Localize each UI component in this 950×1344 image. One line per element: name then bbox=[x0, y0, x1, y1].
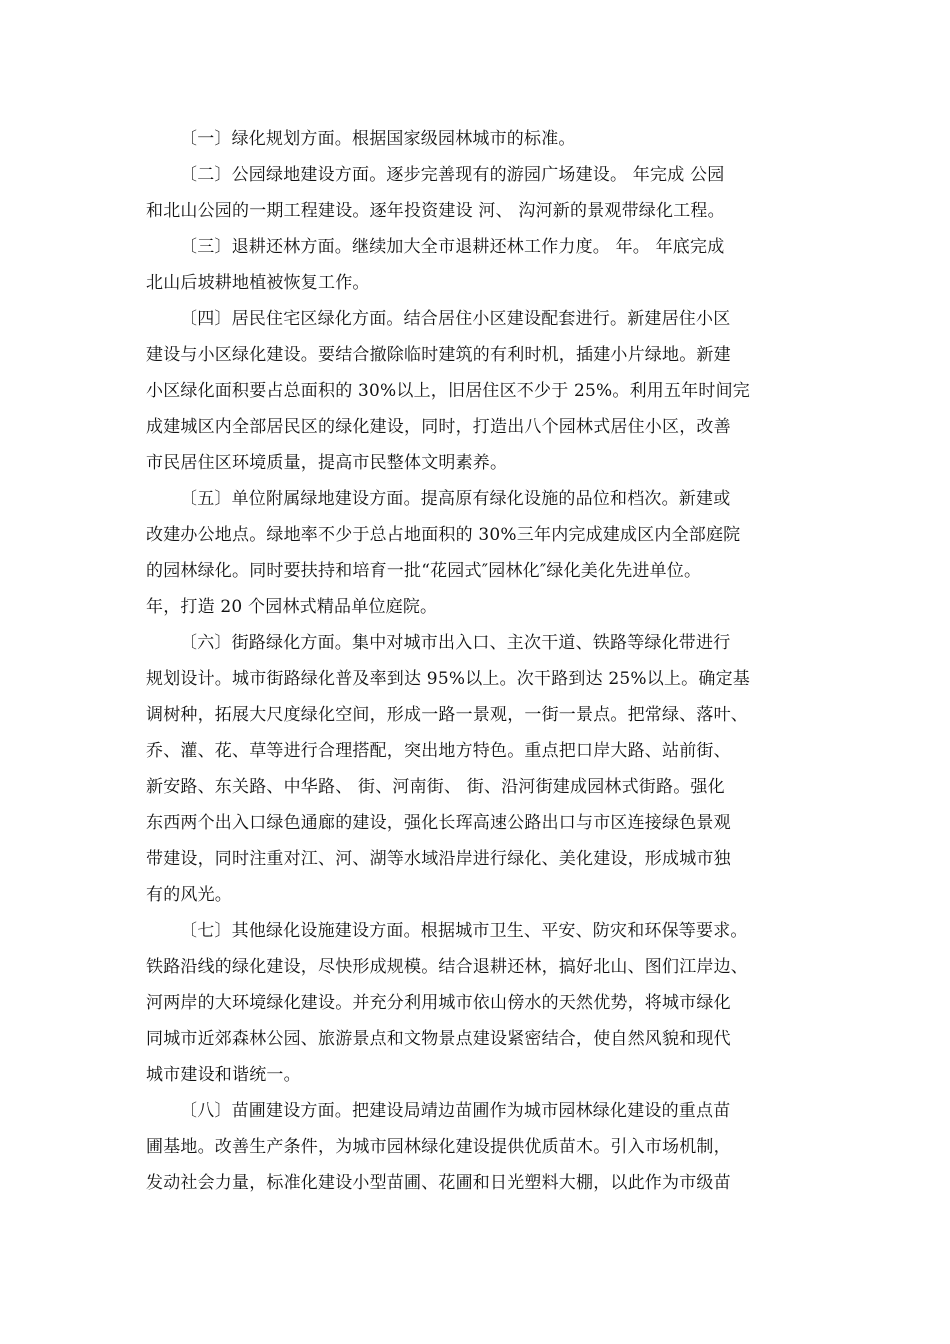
paragraph-line: 乔、灌、花、草等进行合理搭配，突出地方特色。重点把口岸大路、站前街、 bbox=[146, 741, 731, 761]
document-body bbox=[146, 121, 806, 1201]
paragraph-first-line: 〔四〕居民住宅区绿化方面。结合居住小区建设配套进行。新建居住小区 bbox=[180, 309, 731, 329]
paragraph-line: 东西两个出入口绿色通廊的建设，强化长珲高速公路出口与市区连接绿色景观 bbox=[146, 813, 731, 833]
paragraph-first-line: 〔六〕街路绿化方面。集中对城市出入口、主次干道、铁路等绿化带进行 bbox=[180, 633, 731, 653]
paragraph-line: 同城市近郊森林公园、旅游景点和文物景点建设紧密结合，使自然风貌和现代 bbox=[146, 1029, 731, 1049]
paragraph-line: 铁路沿线的绿化建设，尽快形成规模。结合退耕还林，搞好北山、图们江岸边、 bbox=[146, 957, 748, 977]
paragraph-first-line: 〔一〕绿化规划方面。根据国家级园林城市的标准。 bbox=[180, 129, 576, 149]
paragraph-line: 市民居住区环境质量，提高市民整体文明素养。 bbox=[146, 453, 508, 473]
paragraph-line: 发动社会力量，标准化建设小型苗圃、花圃和日光塑料大棚，以此作为市级苗 bbox=[146, 1173, 731, 1193]
paragraph-line: 河两岸的大环境绿化建设。并充分利用城市依山傍水的天然优势，将城市绿化 bbox=[146, 993, 731, 1013]
paragraph-first-line: 〔八〕苗圃建设方面。把建设局靖边苗圃作为城市园林绿化建设的重点苗 bbox=[180, 1101, 731, 1121]
paragraph-line: 北山后坡耕地植被恢复工作。 bbox=[146, 273, 370, 293]
paragraph-line: 改建办公地点。绿地率不少于总占地面积的 30%三年内完成建成区内全部庭院 bbox=[146, 525, 741, 545]
paragraph-line: 城市建设和谐统一。 bbox=[146, 1065, 301, 1085]
paragraph-line: 的园林绿化。同时要扶持和培育一批“花园式″园林化″绿化美化先进单位。 bbox=[146, 561, 702, 581]
paragraph-first-line: 〔三〕退耕还林方面。继续加大全市退耕还林工作力度。 年。 年底完成 bbox=[180, 237, 725, 257]
paragraph-line: 圃基地。改善生产条件，为城市园林绿化建设提供优质苗木。引入市场机制， bbox=[146, 1137, 731, 1157]
paragraph-line: 小区绿化面积要占总面积的 30%以上，旧居住区不少于 25%。利用五年时间完 bbox=[146, 381, 750, 401]
paragraph-line: 有的风光。 bbox=[146, 885, 232, 905]
paragraph-line: 和北山公园的一期工程建设。逐年投资建设 河、 沟河新的景观带绿化工程。 bbox=[146, 201, 725, 221]
paragraph-first-line: 〔二〕公园绿地建设方面。逐步完善现有的游园广场建设。 年完成 公园 bbox=[180, 165, 725, 185]
paragraph-first-line: 〔七〕其他绿化设施建设方面。根据城市卫生、平安、防灾和环保等要求。 bbox=[180, 921, 748, 941]
paragraph-line: 规划设计。城市街路绿化普及率到达 95%以上。次干路到达 25%以上。确定基 bbox=[146, 669, 750, 689]
paragraph-line: 成建城区内全部居民区的绿化建设，同时，打造出八个园林式居住小区，改善 bbox=[146, 417, 731, 437]
paragraph-first-line: 〔五〕单位附属绿地建设方面。提高原有绿化设施的品位和档次。新建或 bbox=[180, 489, 731, 509]
paragraph-line: 建设与小区绿化建设。要结合撤除临时建筑的有利时机，插建小片绿地。新建 bbox=[146, 345, 731, 365]
paragraph-line: 调树种，拓展大尺度绿化空间，形成一路一景观，一街一景点。把常绿、落叶、 bbox=[146, 705, 748, 725]
paragraph-line: 带建设，同时注重对江、河、湖等水域沿岸进行绿化、美化建设，形成城市独 bbox=[146, 849, 731, 869]
paragraph-line: 年，打造 20 个园林式精品单位庭院。 bbox=[146, 597, 438, 617]
paragraph-line: 新安路、东关路、中华路、 街、河南街、 街、沿河街建成园林式街路。强化 bbox=[146, 777, 725, 797]
